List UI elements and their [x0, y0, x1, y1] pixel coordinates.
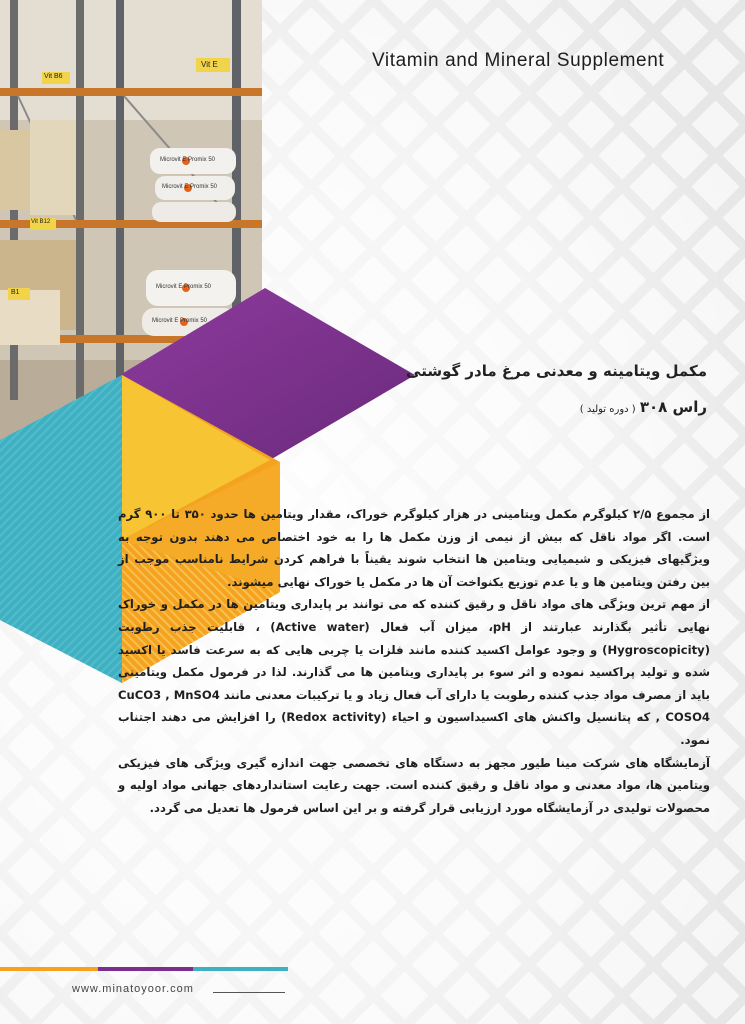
- product-code: [580, 398, 707, 416]
- footer-divider: [213, 992, 285, 993]
- shelf-label-vit-b12: Vit B12: [31, 219, 51, 225]
- paragraph-2: از مهم ترین ویژگی های مواد ناقل و رقیق کننده که می توانند بر پایداری ویتامین ها در مکمل و خوراک نهایی تأثیر بگذارند عبارتند از pH، میزان آب فعال (Active water) ، قابلیت جذب رطوبت (Hygroscopicity) و وجود عوامل اکسید کننده مانند فلزات یا چربی هایی که به سرعت فاسد یا اکسید شده و تولید پراکسید نموده و اثر سوء بر پایداری ویتامین ها می گذارند. لذا در فرمول مکمل ویتامینی باید از مصرف مواد جذب کننده رطوبت یا دارای آب فعال زیاد و یا ترکیبات معدنی مانند CuCO3 , MnSO4 , COSO4 که پتانسیل واکنش های اکسیداسیون و احیاء (Redox activity) را افزایش می دهند اجتناب نمود.: [118, 597, 711, 747]
- bag-label: Microvit E Promix 50: [156, 284, 212, 290]
- bag-label: Microvit E Promix 50: [162, 184, 218, 190]
- shelf-label-vit-b6: Vit B6: [44, 73, 63, 80]
- product-code-prefix: راس ۳۰۸: [639, 398, 707, 416]
- shelf-label-b1: B1: [11, 289, 20, 296]
- product-title: مکمل ویتامینه و معدنی مرغ مادر گوشتی: [406, 362, 707, 380]
- body-text: [118, 503, 710, 819]
- paragraph-3: آزمایشگاه های شرکت مینا طیور مجهز به دستگاه های تخصصی جهت اندازه گیری ویژگی های فیزیکی ویتامین ها، مواد معدنی و مواد ناقل و رقیق کننده است. جهت رعایت استانداردهای جهانی مواد اولیه و محصولات تولیدی در آزمایشگاه مورد ارزیابی قرار گرفته و بر این اساس فرمول ها تعدیل می گردد.: [118, 755, 710, 815]
- paragraph-1: از مجموع ۲/۵ کیلوگرم مکمل ویتامینی در هزار کیلوگرم خوراک، مقدار ویتامین ها حدود ۳۵۰ تا ۹۰۰ گرم است. اگر مواد ناقل که بیش از نیمی از وزن مکمل ها را به خود اختصاص می دهند بدون توجه به ویژگیهای فیزیکی و شیمیایی ویتامین ها انتخاب شوند یقیناً با فراهم کردن شرایط نامناسب موجب از بین رفتن ویتامین ها و یا عدم توزیع یکنواخت آن ها در مکمل یا خوراک نهایی میشوند.: [118, 507, 711, 589]
- bag-label: Microvit E Promix 50: [160, 157, 216, 163]
- page-heading: Vitamin and Mineral Supplement: [372, 50, 665, 71]
- product-code-note: ( دوره تولید ): [579, 404, 636, 415]
- bag-label: Microvit E Promix 50: [152, 318, 208, 324]
- website-url: www.minatoyoor.com: [72, 983, 194, 995]
- shelf-label-vit-e: Vit E: [201, 60, 218, 69]
